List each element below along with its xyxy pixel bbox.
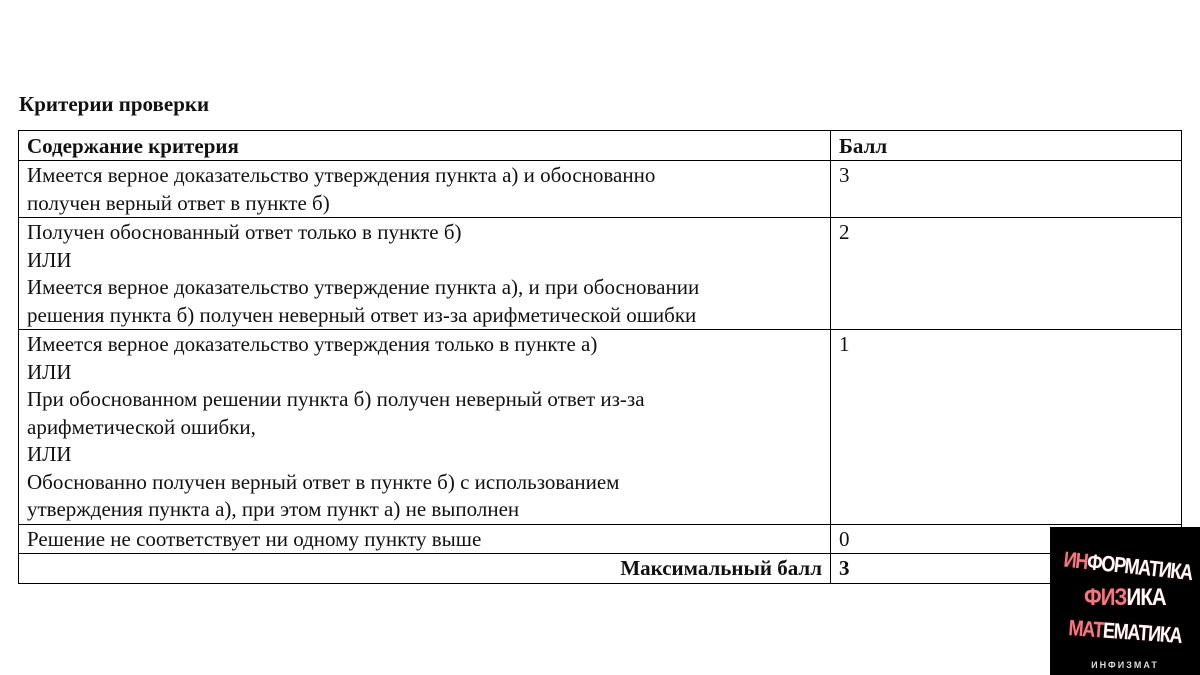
criterion-line: Получен обоснованный ответ только в пункте б) <box>27 220 462 244</box>
criterion-line: ИЛИ <box>27 247 72 272</box>
table-row <box>19 524 1182 554</box>
table-row <box>19 330 1182 525</box>
criterion-line: утверждения пункта а), при этом пункт а) не выполнен <box>27 497 520 521</box>
criterion-line: получен верный ответ в пункте б) <box>27 190 330 215</box>
logo-word-fizika: ФИЗИКА <box>1084 584 1166 611</box>
criterion-score: 1 <box>831 330 1182 525</box>
criterion-score: 0 <box>831 524 1182 554</box>
criterion-line: решения пункта б) получен неверный ответ из-за арифметической ошибки <box>27 302 697 327</box>
criterion-score: 2 <box>831 218 1182 330</box>
criterion-content <box>19 218 831 330</box>
infizmat-logo <box>1050 527 1200 675</box>
criterion-score: 3 <box>831 161 1182 218</box>
criterion-content <box>19 524 831 554</box>
table-row <box>19 218 1182 330</box>
criterion-line: ИЛИ <box>27 442 72 466</box>
criteria-table <box>18 130 1182 584</box>
page-heading: Критерии проверки <box>19 92 210 116</box>
criterion-line: арифметической ошибки, <box>27 414 256 439</box>
table-row <box>19 161 1182 218</box>
total-row <box>19 554 1182 584</box>
total-value: 3 <box>831 554 1182 584</box>
criterion-line: При обоснованном решении пункта б) получен неверный ответ из-за <box>27 387 645 411</box>
criterion-line: Имеется верное доказательство утверждения пункта а) и обоснованно <box>27 163 656 187</box>
criterion-content <box>19 330 831 525</box>
criterion-line: Обоснованно получен верный ответ в пункте б) с использованием <box>27 469 620 494</box>
logo-word-matematika: МАТЕМАТИКА <box>1067 615 1183 648</box>
criterion-content <box>19 161 831 218</box>
criterion-line: Имеется верное доказательство утверждения только в пункте а) <box>27 332 598 356</box>
criterion-line: Имеется верное доказательство утверждение пункта а), и при обосновании <box>27 275 700 299</box>
criterion-line: Решение не соответствует ни одному пункту выше <box>27 526 482 551</box>
total-label: Максимальный балл <box>19 554 831 584</box>
logo-word-informatika: ИНФОРМАТИКА <box>1062 546 1194 585</box>
header-content: Содержание критерия <box>19 131 831 161</box>
header-score: Балл <box>831 131 1182 161</box>
criterion-line: ИЛИ <box>27 359 72 384</box>
table-header-row <box>19 131 1182 161</box>
logo-footer: ИНФИЗМАТ <box>1091 660 1159 670</box>
